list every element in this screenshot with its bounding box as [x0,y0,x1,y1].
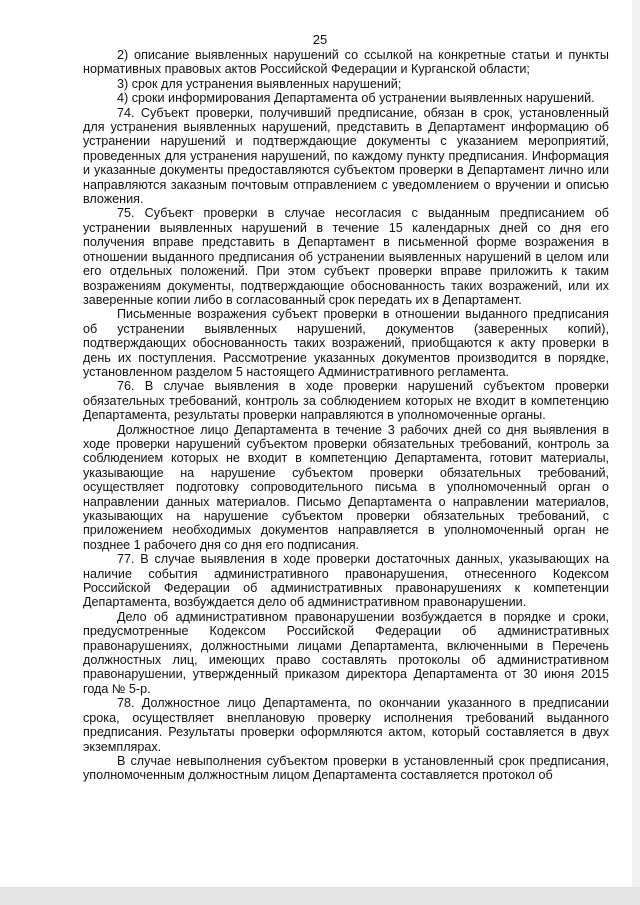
paragraph-75: 75. Субъект проверки в случае несогласия с выданным предписанием об устранении выявленных нарушений в течение 15 календарных дней со дня его получения вправе представить в Департамент в письменной форме возражения в отношении выданного предписания об устранении выявленных нарушений в целом или его отдельных положений. При этом субъект проверки вправе приложить к таким возражениям документы, подтверждающие обоснованность таких возражений, или их заверенные копии либо в согласованный срок передать их в Департамент. [83,206,609,307]
paragraph-item-3: 3) срок для устранения выявленных нарушений; [117,76,402,91]
paragraph-item-2: 2) описание выявленных нарушений со ссылкой на конкретные статьи и пункты нормативных правовых актов Российской Федерации и Курганской области; [83,48,609,77]
scan-edge-bottom [0,887,640,905]
paragraph-item-4: 4) сроки информирования Департамента об устранении выявленных нарушений. [117,91,595,106]
paragraph-78: 78. Должностное лицо Департамента, по окончании указанного в предписании срока, осуществляет внеплановую проверку исполнения требований выданного предписания. Результаты проверки оформляются актом, который составляется в двух экземплярах. [83,696,609,754]
paragraph-administrative-case: Дело об административном правонарушении возбуждается в порядке и сроки, предусмотренные Кодексом Российской Федерации об административных правонарушениях, должностными лицами Департамента, включенными в Перечень должностных лиц, имеющих право составлять протоколы об административном правонарушении, утвержденный приказом директора Департамента от 30 июня 2015 года № 5-р. [83,609,609,696]
paragraph-written-objections: Письменные возражения субъект проверки в отношении выданного предписания об устранении выявленных нарушений, документов (заверенных копий), подтверждающих обоснованность таких возражений, приобщаются к акту проверки в день их поступления. Рассмотрение указанных документов производится в порядке, установленном разделом 5 настоящего Административного регламента. [83,307,609,379]
page-number: 25 [312,32,328,47]
paragraph-76: 76. В случае выявления в ходе проверки нарушений субъектом проверки обязательных требований, контроль за соблюдением которых не входит в компетенцию Департамента, результаты проверки направляются в уполномоченные органы. [83,379,609,423]
paragraph-non-compliance: В случае невыполнения субъектом проверки в установленный срок предписания, уполномоченным должностным лицом Департамента составляется протокол об [83,753,609,783]
paragraph-77: 77. В случае выявления в ходе проверки достаточных данных, указывающих на наличие события административного правонарушения, отнесенного Кодексом Российской Федерации об административных правонарушениях к компетенции Департамента, возбуждается дело об административном правонарушении. [83,552,609,610]
document-body [83,48,609,783]
scan-edge-right [632,0,640,905]
paragraph-official-3-days: Должностное лицо Департамента в течение 3 рабочих дней со дня выявления в ходе проверки нарушений субъектом проверки обязательных требований, контроль за соблюдением которых не входит в компетенцию Департамента, готовит материалы, указывающие на нарушение субъектом проверки обязательных требований, осуществляет подготовку сопроводительного письма в уполномоченный орган о направлении данных материалов. Письмо Департамента о направлении материалов, указывающих на нарушение субъектом проверки обязательных требований, с приложением необходимых документов направляется в уполномоченный орган не позднее 1 рабочего дня со дня его подписания. [83,422,609,552]
paragraph-74: 74. Субъект проверки, получивший предписание, обязан в срок, установленный для устранения выявленных нарушений, представить в Департамент информацию об устранении нарушений и подтверждающие документы с указанием мероприятий, проведенных для устранения нарушений, по каждому пункту предписания. Информация и указанные документы предоставляются субъектом проверки в Департамент лично или направляются заказным почтовым отправлением с уведомлением о вручении и описью вложения. [83,105,609,207]
